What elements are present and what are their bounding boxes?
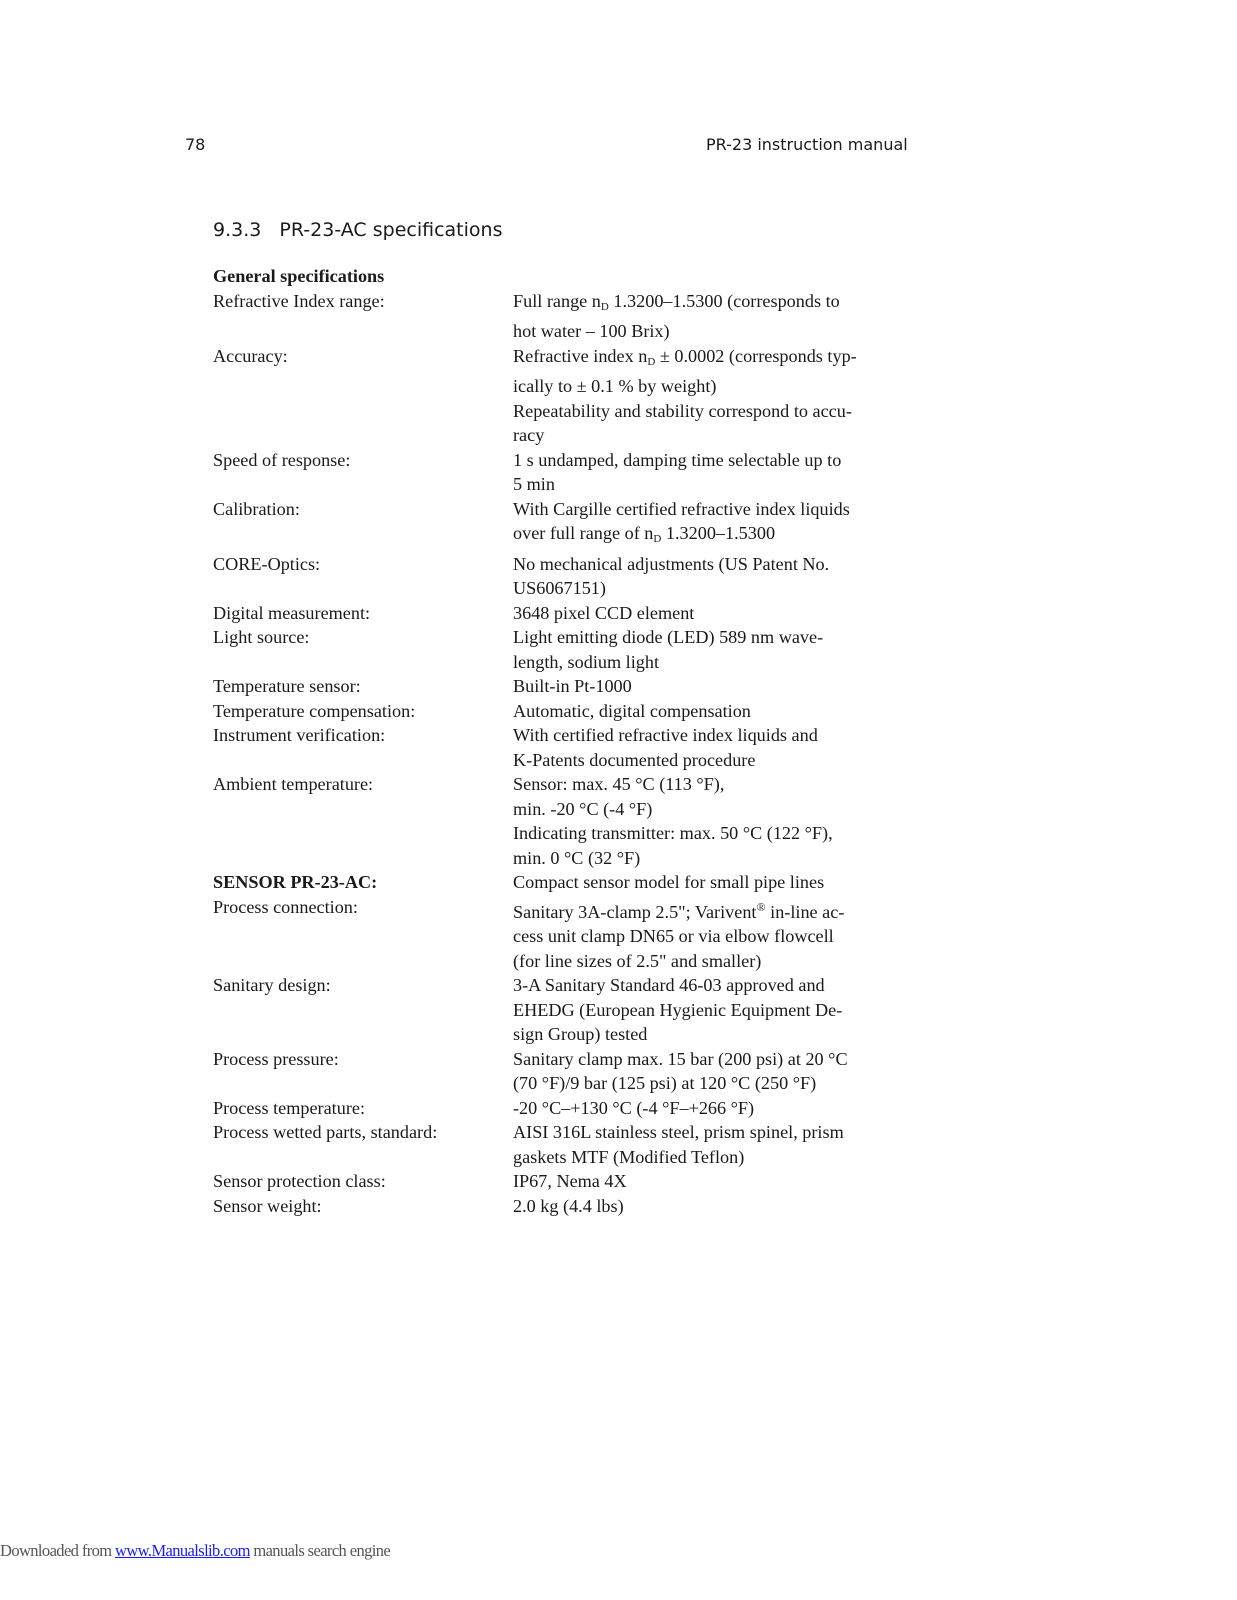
spec-label: Process temperature: — [213, 1097, 366, 1118]
spec-value — [513, 448, 879, 497]
spec-row — [213, 625, 879, 674]
spec-value — [513, 552, 879, 601]
spec-label: Speed of response: — [213, 449, 351, 470]
spec-row — [213, 1047, 879, 1096]
spec-value-line: Compact sensor model for small pipe lines — [513, 872, 825, 892]
spec-row — [213, 601, 879, 626]
spec-label: Sensor weight: — [213, 1195, 322, 1216]
spec-value-line: AISI 316L stainless steel, prism spinel, prism — [513, 1122, 844, 1142]
sensor-heading-row — [213, 870, 879, 895]
spec-row — [213, 1194, 879, 1219]
spec-value-line: hot water – 100 Brix) — [513, 321, 670, 341]
spec-row — [213, 895, 879, 974]
spec-value-line: min. 0 °C (32 °F) — [513, 847, 641, 868]
spec-value-line: min. -20 °C (-4 °F) — [513, 798, 653, 819]
footer-prefix: Downloaded from — [0, 1541, 116, 1560]
spec-value-line: sign Group) tested — [513, 1024, 648, 1044]
spec-label: Temperature compensation: — [213, 700, 416, 721]
spec-value-text: 1.3200–1.5300 (corresponds to — [608, 290, 840, 311]
spec-value-text: Sanitary 3A-clamp 2.5"; Varivent — [513, 901, 757, 922]
download-footer — [0, 1541, 390, 1561]
spec-label: CORE-Optics: — [213, 553, 321, 574]
spec-value — [513, 674, 879, 699]
spec-value-line: Automatic, digital compensation — [513, 700, 751, 721]
spec-label: Digital measurement: — [213, 602, 371, 623]
spec-value-line: No mechanical adjustments (US Patent No. — [513, 553, 830, 574]
spec-value-line: Light emitting diode (LED) 589 nm wave- — [513, 627, 824, 647]
spec-label: Temperature sensor: — [213, 676, 361, 696]
spec-value-line: Built-in Pt-1000 — [513, 676, 632, 696]
spec-value-text: ± 0.0002 (corresponds typ- — [655, 345, 857, 366]
spec-label: Sensor protection class: — [213, 1171, 386, 1191]
spec-row — [213, 552, 879, 601]
spec-label: Refractive Index range: — [213, 290, 385, 311]
spec-value — [513, 1120, 879, 1169]
spec-row — [213, 1120, 879, 1169]
spec-value-text: over full range of n — [513, 523, 654, 543]
manualslib-link[interactable]: www.Manualslib.com — [115, 1541, 250, 1560]
spec-label: Calibration: — [213, 498, 300, 519]
spec-value-line: cess unit clamp DN65 or via elbow flowcell — [513, 926, 834, 946]
spec-value-line: gaskets MTF (Modified Teflon) — [513, 1146, 745, 1167]
spec-value-line: With Cargille certified refractive index liquids — [513, 498, 850, 519]
spec-label: Ambient temperature: — [213, 774, 374, 794]
spec-row — [213, 723, 879, 772]
spec-value-line: K-Patents documented procedure — [513, 749, 756, 770]
spec-value-text: Full range n — [513, 290, 601, 311]
spec-value — [513, 895, 879, 974]
spec-value-line: 3648 pixel CCD element — [513, 602, 695, 623]
spec-value-line: Sanitary clamp max. 15 bar (200 psi) at 20 °C — [513, 1048, 848, 1069]
spec-value-line: IP67, Nema 4X — [513, 1171, 627, 1191]
spec-value — [513, 699, 879, 724]
running-title: PR-23 instruction manual — [706, 135, 908, 154]
spec-value — [513, 1047, 879, 1096]
spec-value-text: 1.3200–1.5300 — [661, 523, 776, 543]
spec-value-line: 3-A Sanitary Standard 46-03 approved and — [513, 975, 825, 995]
spec-value — [513, 772, 879, 821]
footer-suffix: manuals search engine — [249, 1541, 391, 1560]
subscript: D — [653, 533, 662, 545]
spec-value-line: (for line sizes of 2.5" and smaller) — [513, 950, 762, 971]
section-number: 9.3.3 — [213, 219, 262, 241]
spec-value — [513, 497, 879, 552]
spec-label: Instrument verification: — [213, 725, 386, 745]
sensor-heading: SENSOR PR-23-AC: — [213, 872, 378, 892]
spec-value — [513, 1194, 879, 1219]
spec-value — [513, 399, 879, 448]
spec-value — [513, 1096, 879, 1121]
spec-value — [513, 870, 879, 895]
spec-row — [213, 821, 879, 870]
subscript: D — [600, 300, 609, 313]
spec-value-line: Repeatability and stability correspond to accu- — [513, 400, 852, 421]
spec-value-line: EHEDG (European Hygienic Equipment De- — [513, 999, 843, 1020]
spec-row — [213, 399, 879, 448]
registered-mark: ® — [756, 899, 766, 914]
spec-value — [513, 289, 879, 344]
spec-value-line: With certified refractive index liquids and — [513, 725, 818, 745]
spec-value — [513, 344, 879, 399]
page-number: 78 — [185, 135, 206, 154]
subscript: D — [647, 355, 656, 368]
section-heading — [213, 219, 502, 241]
spec-row — [213, 699, 879, 724]
spec-label: Sanitary design: — [213, 975, 331, 995]
spec-value-text: in-line ac- — [765, 901, 845, 922]
spec-value-line: 5 min — [513, 474, 555, 494]
spec-label: Light source: — [213, 627, 310, 647]
spec-label: Process connection: — [213, 896, 358, 917]
spec-value — [513, 601, 879, 626]
spec-row — [213, 289, 879, 344]
spec-value-line: US6067151) — [513, 578, 606, 598]
spec-label: Accuracy: — [213, 345, 288, 366]
spec-row — [213, 973, 879, 1047]
spec-value-line: Sensor: max. 45 °C (113 °F), — [513, 774, 725, 794]
specifications-list — [213, 264, 879, 1218]
spec-label: Process wetted parts, standard: — [213, 1122, 438, 1142]
spec-label: Process pressure: — [213, 1048, 339, 1069]
spec-value-line: 1 s undamped, damping time selectable up to — [513, 449, 842, 470]
spec-value-line: (70 °F)/9 bar (125 psi) at 120 °C (250 °F) — [513, 1073, 817, 1093]
spec-value — [513, 625, 879, 674]
spec-row — [213, 1169, 879, 1194]
spec-row — [213, 674, 879, 699]
spec-label — [213, 821, 513, 870]
spec-value-line: Indicating transmitter: max. 50 °C (122 °F), — [513, 823, 833, 843]
spec-row — [213, 772, 879, 821]
spec-value — [513, 1169, 879, 1194]
spec-row — [213, 448, 879, 497]
spec-value-line: 2.0 kg (4.4 lbs) — [513, 1195, 624, 1216]
spec-value — [513, 723, 879, 772]
spec-value — [513, 821, 879, 870]
general-specs-heading: General specifications — [213, 266, 385, 286]
spec-value — [513, 973, 879, 1047]
spec-value-line: length, sodium light — [513, 651, 660, 672]
spec-value-line: ically to ± 0.1 % by weight) — [513, 376, 717, 396]
spec-value-line: -20 °C–+130 °C (-4 °F–+266 °F) — [513, 1097, 755, 1118]
section-title: PR-23-AC specifications — [279, 219, 503, 241]
spec-row — [213, 497, 879, 552]
spec-label — [213, 399, 513, 448]
general-specs-heading-row — [213, 264, 879, 289]
spec-row — [213, 344, 879, 399]
spec-value-text: Refractive index n — [513, 345, 648, 366]
spec-value-line: racy — [513, 425, 545, 445]
spec-row — [213, 1096, 879, 1121]
